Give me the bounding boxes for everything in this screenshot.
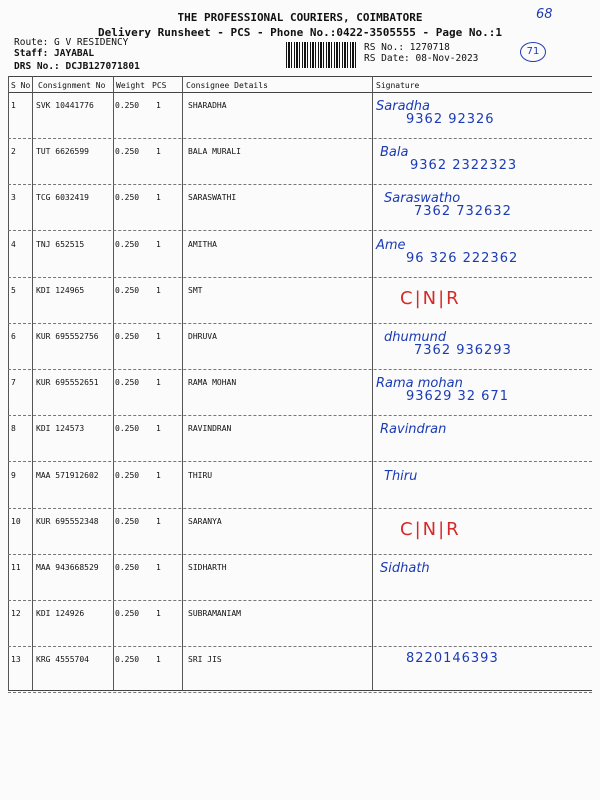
row-consignee: SMT (188, 285, 203, 295)
row-consignment-no: KUR 695552756 (36, 332, 99, 341)
handwritten-signature (376, 238, 518, 266)
runsheet-subtitle: Delivery Runsheet - PCS - Phone No.:0422-3505555 - Page No.:1 (98, 26, 502, 39)
signature-phone: 8220146393 (406, 651, 499, 667)
row-weight: 0.250 (115, 563, 140, 572)
table-row (8, 601, 592, 647)
signature-phone: 7362 732632 (414, 204, 512, 220)
row-consignee: SRI JIS (188, 655, 222, 665)
row-sno: 4 (11, 239, 16, 249)
staff-label: Staff: JAYABAL (14, 48, 95, 59)
col-header-signature: Signature (376, 81, 420, 90)
col-header-weight: Weight (116, 81, 145, 90)
row-weight: 0.250 (115, 101, 140, 110)
row-pcs: 1 (156, 609, 161, 619)
signature-phone: 96 326 222362 (406, 250, 519, 266)
handwritten-signature (380, 422, 447, 438)
row-sno: 3 (11, 193, 16, 203)
signature-name: Sidhath (380, 561, 430, 576)
table-row (8, 416, 592, 462)
rs-number: RS No.: 1270718 (364, 42, 450, 53)
cnr-mark: C|N|R (400, 518, 461, 540)
table-bottom-rule (8, 690, 592, 691)
row-sno: 7 (11, 378, 16, 388)
row-consignment-no: KRG 4555704 (36, 655, 89, 665)
row-pcs: 1 (156, 470, 161, 480)
row-weight: 0.250 (115, 378, 140, 388)
row-sno: 12 (11, 609, 21, 619)
signature-name: Ame (376, 237, 406, 253)
row-weight: 0.250 (115, 655, 140, 665)
row-consignment-no: TNJ 652515 (36, 239, 85, 249)
col-header-pcs: PCS (152, 81, 167, 90)
row-pcs: 1 (156, 193, 161, 203)
signature-name: Ravindran (380, 422, 447, 438)
drs-number: DRS No.: DCJB127071801 (14, 61, 140, 72)
handwritten-signature (380, 145, 517, 173)
row-consignment-no: TUT 6626599 (36, 147, 89, 157)
row-sno: 5 (11, 285, 16, 295)
row-sno: 1 (11, 101, 16, 110)
signature-name: Bala (380, 145, 409, 161)
row-consignee: DHRUVA (188, 332, 217, 341)
row-weight: 0.250 (115, 516, 140, 526)
row-pcs: 1 (156, 563, 161, 572)
row-separator (8, 692, 592, 693)
row-sno: 13 (11, 655, 21, 665)
signature-phone: 9362 2322323 (410, 158, 518, 174)
row-consignee: RAVINDRAN (188, 424, 232, 434)
cnr-mark: C|N|R (400, 287, 461, 309)
table-row (8, 93, 592, 139)
row-consignment-no: KUR 695552651 (36, 378, 99, 388)
row-weight: 0.250 (115, 193, 140, 203)
row-weight: 0.250 (115, 147, 140, 157)
row-consignment-no: MAA 943668529 (36, 563, 99, 572)
row-consignment-no: KDI 124965 (36, 285, 85, 295)
signature-name: Saradha (376, 99, 430, 114)
table-row (8, 509, 592, 555)
row-consignee: RAMA MOHAN (188, 378, 237, 388)
handwritten-signature (384, 469, 417, 482)
table-row (8, 647, 592, 693)
row-consignee: SARANYA (188, 516, 222, 526)
row-pcs: 1 (156, 147, 161, 157)
row-consignment-no: KDI 124573 (36, 424, 85, 434)
handwritten-circled-number: 71 (520, 42, 546, 62)
row-pcs: 1 (156, 378, 161, 388)
row-pcs: 1 (156, 332, 161, 341)
row-consignee: SIDHARTH (188, 563, 227, 572)
row-consignee: SUBRAMANIAM (188, 609, 241, 619)
row-weight: 0.250 (115, 285, 140, 295)
row-pcs: 1 (156, 101, 161, 110)
table-top-rule (8, 76, 592, 77)
handwritten-signature (376, 99, 495, 127)
row-pcs: 1 (156, 424, 161, 434)
row-sno: 9 (11, 470, 16, 480)
row-consignment-no: MAA 571912602 (36, 470, 99, 480)
col-header-consignment: Consignment No (38, 81, 106, 90)
row-sno: 2 (11, 147, 16, 157)
signature-phone: 93629 32 671 (406, 389, 509, 405)
signature-phone: 9362 92326 (406, 112, 495, 127)
row-pcs: 1 (156, 516, 161, 526)
row-sno: 11 (11, 563, 21, 572)
row-pcs: 1 (156, 285, 161, 295)
signature-name: Saraswatho (384, 191, 461, 207)
signature-name: Rama mohan (376, 376, 463, 392)
col-header-sno: S No (11, 81, 31, 90)
handwritten-signature (376, 653, 499, 666)
row-consignment-no: KUR 695552348 (36, 516, 99, 526)
rs-date: RS Date: 08-Nov-2023 (364, 53, 479, 64)
row-consignee: AMITHA (188, 239, 217, 249)
row-pcs: 1 (156, 655, 161, 665)
row-weight: 0.250 (115, 470, 140, 480)
row-sno: 8 (11, 424, 16, 434)
handwritten-signature (380, 561, 430, 574)
row-consignment-no: TCG 6032419 (36, 193, 89, 203)
row-consignee: SARASWATHI (188, 193, 237, 203)
company-title: THE PROFESSIONAL COURIERS, COIMBATORE (177, 11, 423, 24)
col-header-consignee: Consignee Details (186, 81, 268, 90)
signature-name: Thiru (384, 468, 418, 484)
table-row (8, 278, 592, 324)
table-row (8, 463, 592, 509)
row-weight: 0.250 (115, 609, 140, 619)
row-weight: 0.250 (115, 239, 140, 249)
handwritten-signature (384, 191, 512, 219)
row-weight: 0.250 (115, 332, 140, 341)
row-consignee: SHARADHA (188, 101, 227, 110)
route-label: Route: G V RESIDENCY (14, 37, 129, 48)
row-weight: 0.250 (115, 424, 140, 434)
row-consignment-no: SVK 10441776 (36, 101, 94, 110)
row-consignment-no: KDI 124926 (36, 609, 85, 619)
row-sno: 6 (11, 332, 16, 341)
row-consignee: BALA MURALI (188, 147, 241, 157)
handwritten-signature (376, 376, 509, 404)
row-consignee: THIRU (188, 470, 213, 480)
handwritten-count: 68 (536, 7, 553, 22)
table-row (8, 555, 592, 601)
signature-phone: 7362 936293 (414, 343, 512, 358)
row-sno: 10 (11, 516, 21, 526)
handwritten-signature (384, 330, 512, 358)
barcode (286, 42, 358, 68)
signature-name: dhumund (384, 330, 447, 345)
row-pcs: 1 (156, 239, 161, 249)
